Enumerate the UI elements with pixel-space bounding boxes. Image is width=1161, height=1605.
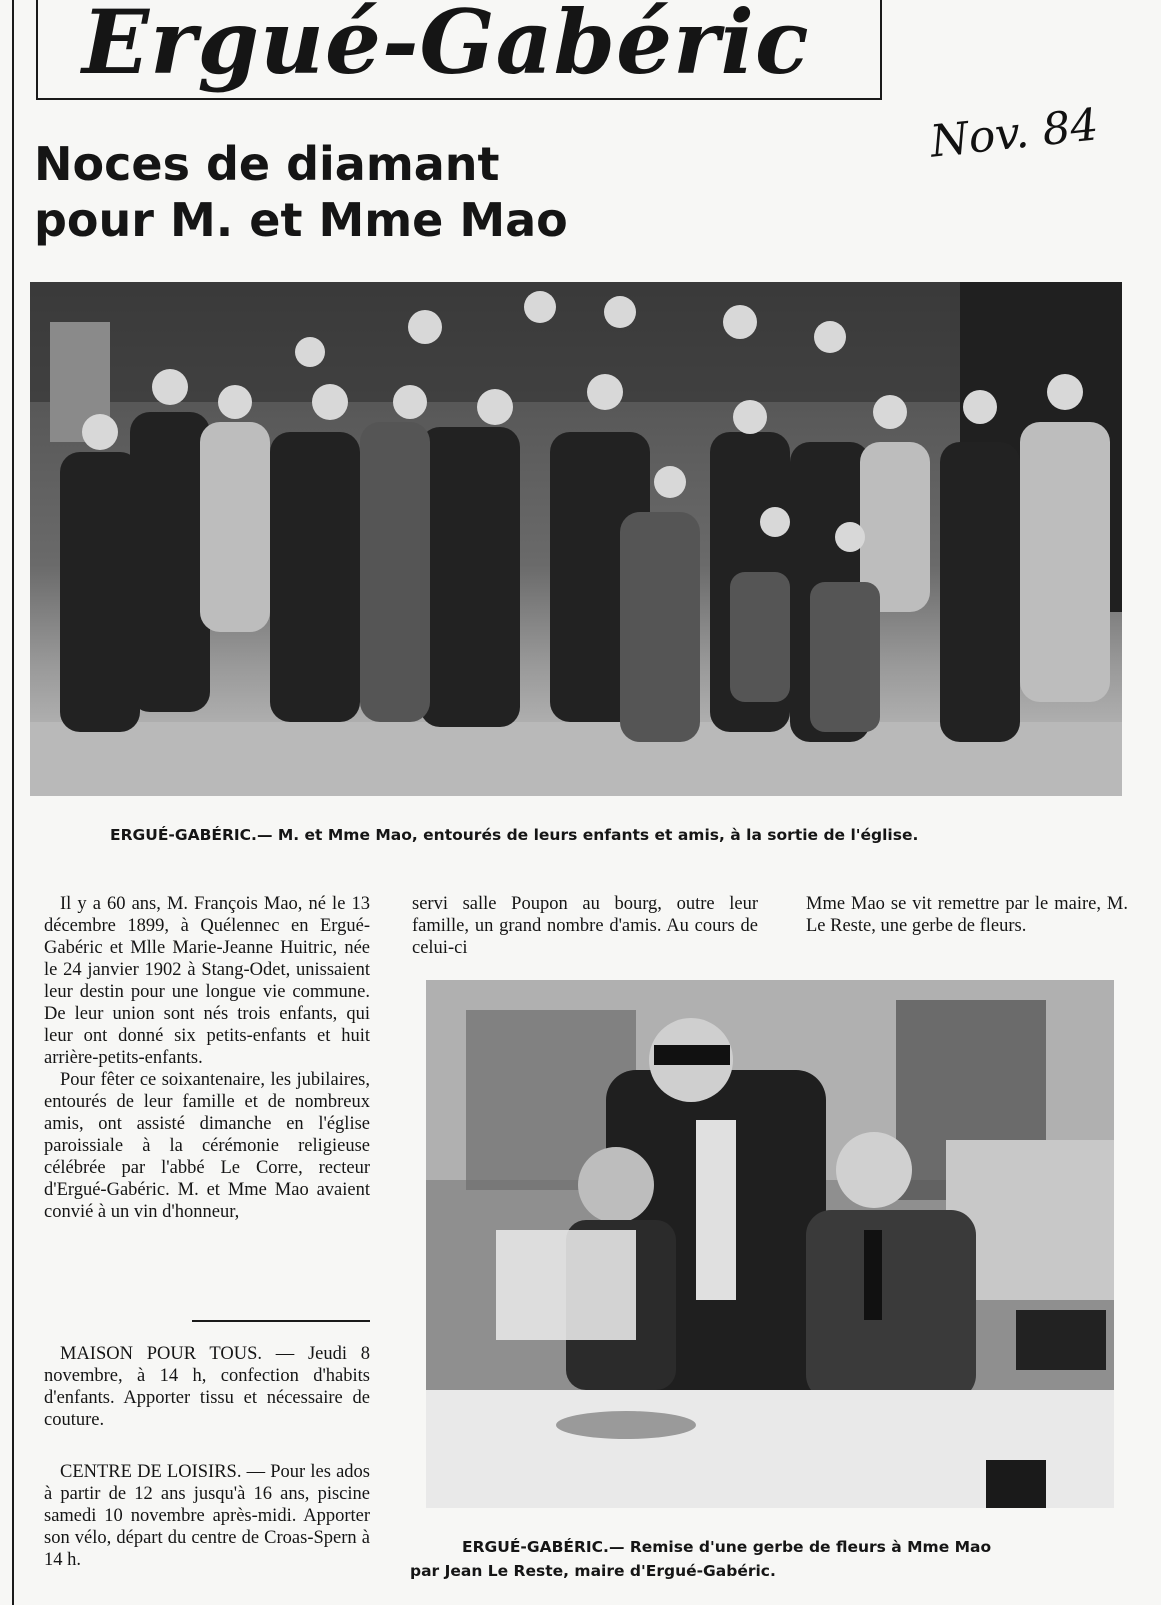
headline-line-2: pour M. et Mme Mao <box>34 193 568 247</box>
article-paragraph-4: Mme Mao se vit remettre par le maire, M. Le Reste, une gerbe de fleurs. <box>806 894 1128 936</box>
headline-line-1: Noces de diamant <box>34 137 500 191</box>
handwritten-date: Nov. 84 <box>927 99 1101 168</box>
article-column-1 <box>44 893 370 1223</box>
award-caption-line-2: par Jean Le Reste, maire d'Ergué-Gabéric. <box>410 1562 776 1580</box>
article-paragraph-1: Il y a 60 ans, M. François Mao, né le 13 décembre 1899, à Quélennec en Ergué-Gabéric et Mlle Marie-Jeanne Huitric, née le 24 janvier 1902 à Stang-Odet, unissaient leur destin pour une longue vie commune. De leur union sont nés trois enfants, qui leur ont donné six petits-enfants et huit arrière-petits-enfants. <box>44 894 370 1068</box>
article-paragraph-2: Pour fêter ce soixantenaire, les jubilaires, entourés de leur famille et de nombreux amis, ont assisté dimanche en l'église paroissiale à la cérémonie religieuse célébrée par l'abbé Le Corre, recteur d'Ergué-Gabéric. M. et Mme Mao avaient convié à un vin d'honneur, <box>44 1070 370 1222</box>
article-column-2 <box>412 893 758 959</box>
notice-maison-pour-tous <box>44 1343 370 1431</box>
award-caption-line-1: ERGUÉ-GABÉRIC.— Remise d'une gerbe de fleurs à Mme Mao <box>462 1538 992 1556</box>
article-paragraph-3: servi salle Poupon au bourg, outre leur famille, un grand nombre d'amis. Au cours de celui-ci <box>412 894 758 958</box>
article-headline <box>34 136 734 248</box>
group-photo-caption: ERGUÉ-GABÉRIC.— M. et Mme Mao, entourés de leurs enfants et amis, à la sortie de l'église. <box>110 826 919 844</box>
masthead-box <box>36 0 882 100</box>
notice-separator <box>192 1320 370 1322</box>
notice-centre-text: CENTRE DE LOISIRS. — Pour les ados à partir de 12 ans jusqu'à 16 ans, piscine samedi 10 novembre après-midi. Apporter son vélo, départ du centre de Croas-Spern à 14 h. <box>44 1462 370 1570</box>
page-left-rule <box>12 0 14 1605</box>
award-photo <box>426 980 1114 1508</box>
masthead-title: Ergué-Gabéric <box>82 0 810 94</box>
notice-centre-de-loisirs <box>44 1461 370 1571</box>
group-photo <box>30 282 1122 796</box>
award-photo-caption <box>410 1535 991 1583</box>
notice-maison-text: MAISON POUR TOUS. — Jeudi 8 novembre, à 14 h, confection d'habits d'enfants. Apporter tissu et nécessaire de couture. <box>44 1344 370 1430</box>
article-column-3 <box>806 893 1128 937</box>
